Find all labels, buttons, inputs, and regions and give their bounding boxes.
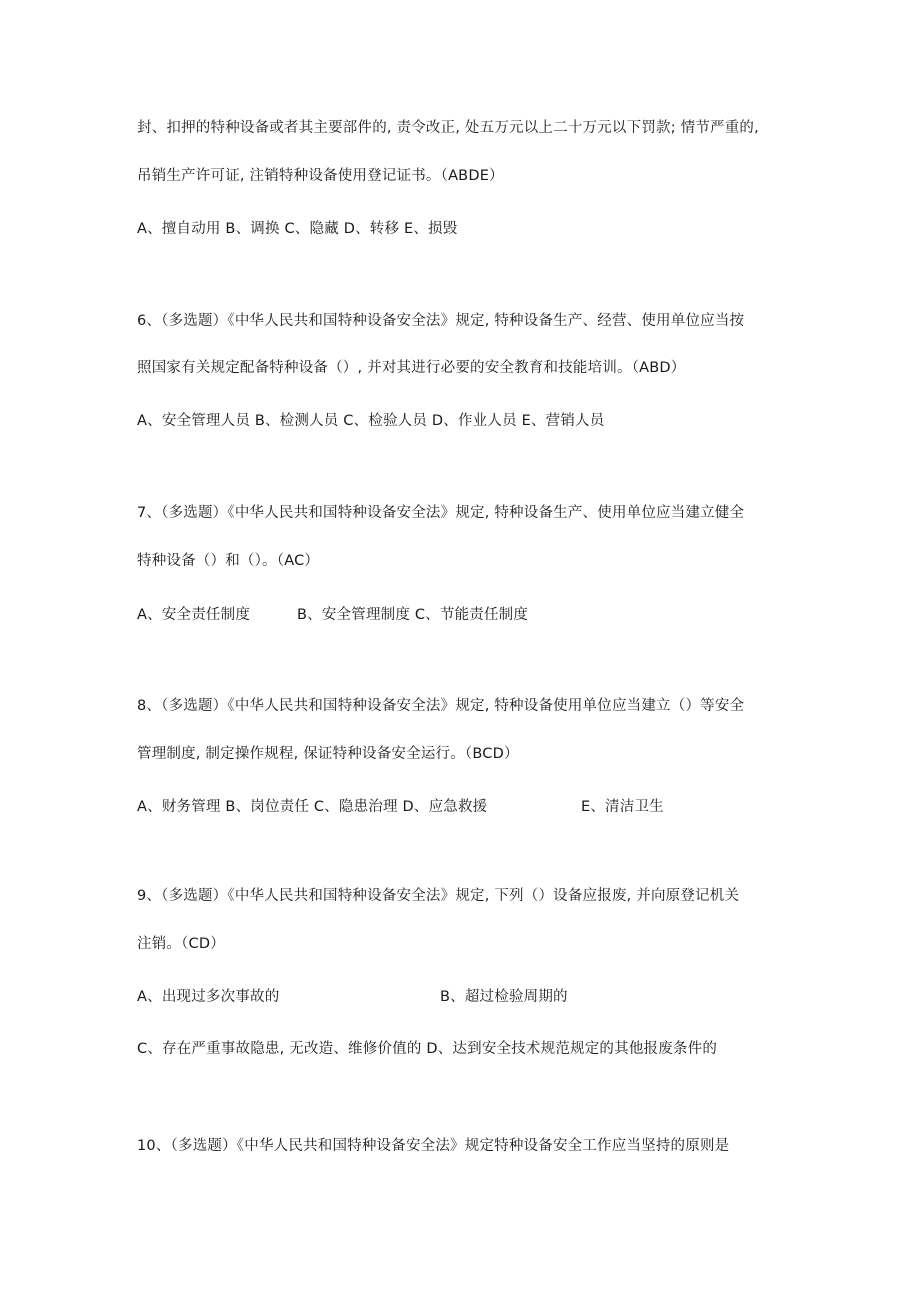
q9-text-line-2: 注销。（CD） (137, 936, 225, 952)
q8-text-line-2: 管理制度, 制定操作规程, 保证特种设备安全运行。（BCD） (137, 746, 519, 762)
q6-text-line-2: 照国家有关规定配备特种设备（）, 并对其进行必要的安全教育和技能培训。（ABD） (137, 360, 686, 376)
q5-text-line-2: 吊销生产许可证, 注销特种设备使用登记证书。（ABDE） (137, 168, 504, 184)
q8-text-line-1: 8、（多选题）《中华人民共和国特种设备安全法》规定, 特种设备使用单位应当建立（）等安全 (137, 698, 745, 714)
q8-option-e: E、清洁卫生 (581, 799, 664, 815)
q7-options-b-c: B、安全管理制度 C、节能责任制度 (297, 607, 529, 623)
q7-text-line-1: 7、（多选题）《中华人民共和国特种设备安全法》规定, 特种设备生产、使用单位应当建立健全 (137, 505, 745, 521)
q10-text-line-1: 10、（多选题）《中华人民共和国特种设备安全法》规定特种设备安全工作应当坚持的原则是 (137, 1138, 730, 1154)
q6-options: A、安全管理人员 B、检测人员 C、检验人员 D、作业人员 E、营销人员 (137, 413, 605, 429)
q8-options-a-d: A、财务管理 B、岗位责任 C、隐患治理 D、应急救援 (137, 799, 488, 815)
q9-text-line-1: 9、（多选题）《中华人民共和国特种设备安全法》规定, 下列（）设备应报废, 并向原登记机关 (137, 888, 740, 904)
q7-text-line-2: 特种设备（）和（）。（AC） (137, 553, 320, 569)
q7-option-a: A、安全责任制度 (137, 607, 251, 623)
q6-text-line-1: 6、（多选题）《中华人民共和国特种设备安全法》规定, 特种设备生产、经营、使用单位应当按 (137, 313, 745, 329)
q9-options-c-d: C、存在严重事故隐患, 无改造、维修价值的 D、达到安全技术规范规定的其他报废条件的 (137, 1041, 718, 1057)
q5-options: A、擅自动用 B、调换 C、隐藏 D、转移 E、损毁 (137, 221, 458, 237)
q9-option-a: A、出现过多次事故的 (137, 989, 280, 1005)
q9-option-b: B、超过检验周期的 (440, 989, 568, 1005)
q5-text-line-1: 封、扣押的特种设备或者其主要部件的, 责令改正, 处五万元以上二十万元以下罚款; 情节严重的, (137, 120, 759, 136)
